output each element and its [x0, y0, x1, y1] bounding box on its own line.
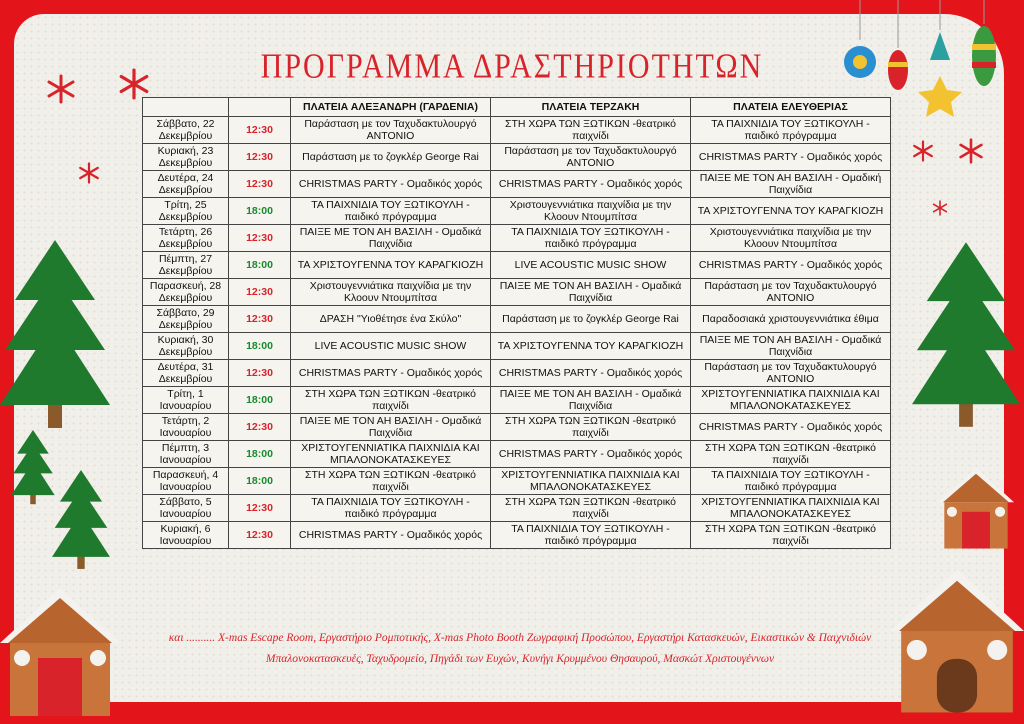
cell-time: 12:30 — [229, 360, 291, 387]
cell-venue-terzaki: ΣΤΗ ΧΩΡΑ ΤΩΝ ΞΩΤΙΚΩΝ -θεατρικό παιχνίδι — [491, 414, 691, 441]
cell-venue-eleftherias: ΤΑ ΠΑΙΧΝΙΔΙΑ ΤΟΥ ΞΩΤΙΚΟΥΛΗ - παιδικό πρόγραμμα — [691, 468, 891, 495]
cell-date: Κυριακή, 23 Δεκεμβρίου — [143, 144, 229, 171]
cell-venue-terzaki: ΣΤΗ ΧΩΡΑ ΤΩΝ ΞΩΤΙΚΩΝ -θεατρικό παιχνίδι — [491, 495, 691, 522]
cell-time: 12:30 — [229, 306, 291, 333]
cell-venue-alexandri: Χριστουγεννιάτικα παιχνίδια με την Κλοουν Ντουμπίτσα — [291, 279, 491, 306]
footer-activities-line2: Μπαλονοκατασκευές, Ταχυδρομείο, Πηγάδι των Ευχών, Κυνήγι Κρυμμένου Θησαυρού, Μασκώτ Χριστουγέννων — [265, 653, 775, 665]
snowflake-icon — [78, 162, 100, 184]
snowflake-icon — [958, 138, 984, 164]
cell-date: Τετάρτη, 2 Ιανουαρίου — [143, 414, 229, 441]
cell-time: 12:30 — [229, 144, 291, 171]
gingerbread-house-icon — [0, 588, 120, 716]
cell-time: 12:30 — [229, 117, 291, 144]
table-row — [143, 225, 891, 252]
cell-venue-eleftherias: CHRISTMAS PARTY - Ομαδικός χορός — [691, 414, 891, 441]
cell-time: 18:00 — [229, 252, 291, 279]
cell-venue-terzaki: ΣΤΗ ΧΩΡΑ ΤΩΝ ΞΩΤΙΚΩΝ -θεατρικό παιχνίδι — [491, 117, 691, 144]
cell-venue-terzaki: ΤΑ ΠΑΙΧΝΙΔΙΑ ΤΟΥ ΞΩΤΙΚΟΥΛΗ - παιδικό πρόγραμμα — [491, 225, 691, 252]
cell-time: 12:30 — [229, 522, 291, 549]
cell-venue-alexandri: ΣΤΗ ΧΩΡΑ ΤΩΝ ΞΩΤΙΚΩΝ -θεατρικό παιχνίδι — [291, 468, 491, 495]
table-row — [143, 387, 891, 414]
cell-venue-eleftherias: ΧΡΙΣΤΟΥΓΕΝΝΙΑΤΙΚΑ ΠΑΙΧΝΙΔΙΑ ΚΑΙ ΜΠΑΛΟΝΟΚΑΤΑΣΚΕΥΕΣ — [691, 495, 891, 522]
cell-venue-eleftherias: ΠΑΙΞΕ ΜΕ ΤΟΝ ΑΗ ΒΑΣΙΛΗ - Ομαδική Παιχνίδια — [691, 171, 891, 198]
table-row — [143, 468, 891, 495]
table-row — [143, 414, 891, 441]
cell-venue-terzaki: Χριστουγεννιάτικα παιχνίδια με την Κλοουν Ντουμπίτσα — [491, 198, 691, 225]
footer-activities-line1: και .......... X-mas Escape Room, Εργαστήριο Ρομποτικής, X-mas Photo Booth Ζωγραφική Προσώπου, Εργαστήρι Κατασκευών, Εικαστικών & Παιχνιδιών — [168, 632, 872, 644]
cell-venue-alexandri: ΠΑΙΞΕ ΜΕ ΤΟΝ ΑΗ ΒΑΣΙΛΗ - Ομαδικά Παιχνίδια — [291, 225, 491, 252]
cell-venue-terzaki: CHRISTMAS PARTY - Ομαδικός χορός — [491, 360, 691, 387]
cell-venue-terzaki: ΤΑ ΠΑΙΧΝΙΔΙΑ ΤΟΥ ΞΩΤΙΚΟΥΛΗ - παιδικό πρόγραμμα — [491, 522, 691, 549]
cell-venue-eleftherias: ΤΑ ΠΑΙΧΝΙΔΙΑ ΤΟΥ ΞΩΤΙΚΟΥΛΗ - παιδικό πρόγραμμα — [691, 117, 891, 144]
cell-venue-terzaki: Παράσταση με τον Ταχυδακτυλουργό ΑΝΤΟΝΙΟ — [491, 144, 691, 171]
header-venue-terzaki: ΠΛΑΤΕΙΑ ΤΕΡΖΑΚΗ — [491, 98, 691, 117]
cell-date: Πέμπτη, 27 Δεκεμβρίου — [143, 252, 229, 279]
cell-venue-terzaki: LIVE ACOUSTIC MUSIC SHOW — [491, 252, 691, 279]
table-row — [143, 144, 891, 171]
christmas-tree-icon — [912, 228, 1020, 443]
cell-time: 12:30 — [229, 171, 291, 198]
table-row — [143, 333, 891, 360]
cell-date: Σάββατο, 22 Δεκεμβρίου — [143, 117, 229, 144]
cell-venue-eleftherias: ΤΑ ΧΡΙΣΤΟΥΓΕΝΝΑ ΤΟΥ ΚΑΡΑΓΚΙΟΖΗ — [691, 198, 891, 225]
snowflake-icon — [932, 200, 948, 216]
christmas-tree-icon — [0, 240, 110, 430]
cell-time: 12:30 — [229, 495, 291, 522]
cell-time: 18:00 — [229, 198, 291, 225]
table-row — [143, 198, 891, 225]
table-row — [143, 522, 891, 549]
cell-venue-alexandri: Παράσταση με το ζογκλέρ George Rai — [291, 144, 491, 171]
cell-venue-terzaki: CHRISTMAS PARTY - Ομαδικός χορός — [491, 171, 691, 198]
cell-venue-alexandri: CHRISTMAS PARTY - Ομαδικός χορός — [291, 171, 491, 198]
cell-venue-terzaki: ΠΑΙΞΕ ΜΕ ΤΟΝ ΑΗ ΒΑΣΙΛΗ - Ομαδικά Παιχνίδια — [491, 387, 691, 414]
cell-time: 18:00 — [229, 468, 291, 495]
cell-venue-eleftherias: Παράσταση με τον Ταχυδακτυλουργό ΑΝΤΟΝΙΟ — [691, 279, 891, 306]
cell-venue-terzaki: ΤΑ ΧΡΙΣΤΟΥΓΕΝΝΑ ΤΟΥ ΚΑΡΑΓΚΙΟΖΗ — [491, 333, 691, 360]
cell-venue-eleftherias: CHRISTMAS PARTY - Ομαδικός χορός — [691, 144, 891, 171]
cell-time: 12:30 — [229, 414, 291, 441]
cell-venue-alexandri: ΤΑ ΠΑΙΧΝΙΔΙΑ ΤΟΥ ΞΩΤΙΚΟΥΛΗ - παιδικό πρόγραμμα — [291, 198, 491, 225]
cell-venue-alexandri: ΤΑ ΠΑΙΧΝΙΔΙΑ ΤΟΥ ΞΩΤΙΚΟΥΛΗ - παιδικό πρόγραμμα — [291, 495, 491, 522]
table-row — [143, 117, 891, 144]
cell-date: Τρίτη, 1 Ιανουαρίου — [143, 387, 229, 414]
cell-venue-eleftherias: ΣΤΗ ΧΩΡΑ ΤΩΝ ΞΩΤΙΚΩΝ -θεατρικό παιχνίδι — [691, 441, 891, 468]
table-row — [143, 252, 891, 279]
cell-time: 12:30 — [229, 225, 291, 252]
table-row — [143, 171, 891, 198]
cell-date: Τετάρτη, 26 Δεκεμβρίου — [143, 225, 229, 252]
cell-venue-terzaki: Παράσταση με το ζογκλέρ George Rai — [491, 306, 691, 333]
cell-venue-alexandri: ΧΡΙΣΤΟΥΓΕΝΝΙΑΤΙΚΑ ΠΑΙΧΝΙΔΙΑ ΚΑΙ ΜΠΑΛΟΝΟΚΑΤΑΣΚΕΥΕΣ — [291, 441, 491, 468]
cell-time: 18:00 — [229, 441, 291, 468]
cell-date: Τρίτη, 25 Δεκεμβρίου — [143, 198, 229, 225]
table-row — [143, 360, 891, 387]
table-header-row — [143, 98, 891, 117]
cell-time: 18:00 — [229, 333, 291, 360]
cell-date: Παρασκευή, 28 Δεκεμβρίου — [143, 279, 229, 306]
schedule-table — [142, 97, 891, 549]
cell-date: Δευτέρα, 24 Δεκεμβρίου — [143, 171, 229, 198]
table-row — [143, 441, 891, 468]
cell-venue-alexandri: ΔΡΑΣΗ "Υιοθέτησε ένα Σκύλο" — [291, 306, 491, 333]
header-time — [229, 98, 291, 117]
cell-time: 18:00 — [229, 387, 291, 414]
cell-venue-eleftherias: ΧΡΙΣΤΟΥΓΕΝΝΙΑΤΙΚΑ ΠΑΙΧΝΙΔΙΑ ΚΑΙ ΜΠΑΛΟΝΟΚΑΤΑΣΚΕΥΕΣ — [691, 387, 891, 414]
cell-date: Δευτέρα, 31 Δεκεμβρίου — [143, 360, 229, 387]
cell-venue-eleftherias: Παραδοσιακά χριστουγεννιάτικα έθιμα — [691, 306, 891, 333]
cell-date: Κυριακή, 6 Ιανουαρίου — [143, 522, 229, 549]
cell-venue-alexandri: CHRISTMAS PARTY - Ομαδικός χορός — [291, 360, 491, 387]
cell-venue-eleftherias: Χριστουγεννιάτικα παιχνίδια με την Κλοουν Ντουμπίτσα — [691, 225, 891, 252]
cell-venue-alexandri: ΠΑΙΞΕ ΜΕ ΤΟΝ ΑΗ ΒΑΣΙΛΗ - Ομαδικά Παιχνίδια — [291, 414, 491, 441]
gingerbread-house-icon — [938, 466, 1014, 550]
cell-venue-alexandri: CHRISTMAS PARTY - Ομαδικός χορός — [291, 522, 491, 549]
snowflake-icon — [912, 140, 934, 162]
page-title: ΠΡΟΓΡΑΜΜΑ ΔΡΑΣΤΗΡΙΟΤΗΤΩΝ — [260, 47, 764, 86]
table-row — [143, 279, 891, 306]
cell-venue-eleftherias: ΠΑΙΞΕ ΜΕ ΤΟΝ ΑΗ ΒΑΣΙΛΗ - Ομαδικά Παιχνίδια — [691, 333, 891, 360]
cell-date: Παρασκευή, 4 Ιανουαρίου — [143, 468, 229, 495]
cell-date: Πέμπτη, 3 Ιανουαρίου — [143, 441, 229, 468]
cell-date: Κυριακή, 30 Δεκεμβρίου — [143, 333, 229, 360]
header-venue-alexandri: ΠΛΑΤΕΙΑ ΑΛΕΞΑΝΔΡΗ (ΓΑΡΔΕΝΙΑ) — [291, 98, 491, 117]
table-row — [143, 495, 891, 522]
cell-date: Σάββατο, 29 Δεκεμβρίου — [143, 306, 229, 333]
cell-venue-alexandri: LIVE ACOUSTIC MUSIC SHOW — [291, 333, 491, 360]
cell-venue-terzaki: ΠΑΙΞΕ ΜΕ ΤΟΝ ΑΗ ΒΑΣΙΛΗ - Ομαδικά Παιχνίδια — [491, 279, 691, 306]
header-venue-eleftherias: ΠΛΑΤΕΙΑ ΕΛΕΥΘΕΡΙΑΣ — [691, 98, 891, 117]
cell-venue-terzaki: CHRISTMAS PARTY - Ομαδικός χορός — [491, 441, 691, 468]
christmas-tree-icon — [48, 470, 114, 570]
cell-venue-alexandri: ΤΑ ΧΡΙΣΤΟΥΓΕΝΝΑ ΤΟΥ ΚΑΡΑΓΚΙΟΖΗ — [291, 252, 491, 279]
cell-time: 12:30 — [229, 279, 291, 306]
cell-venue-terzaki: ΧΡΙΣΤΟΥΓΕΝΝΙΑΤΙΚΑ ΠΑΙΧΝΙΔΙΑ ΚΑΙ ΜΠΑΛΟΝΟΚΑΤΑΣΚΕΥΕΣ — [491, 468, 691, 495]
cell-date: Σάββατο, 5 Ιανουαρίου — [143, 495, 229, 522]
cell-venue-eleftherias: CHRISTMAS PARTY - Ομαδικός χορός — [691, 252, 891, 279]
cell-venue-alexandri: ΣΤΗ ΧΩΡΑ ΤΩΝ ΞΩΤΙΚΩΝ -θεατρικό παιχνίδι — [291, 387, 491, 414]
header-date — [143, 98, 229, 117]
cell-venue-eleftherias: ΣΤΗ ΧΩΡΑ ΤΩΝ ΞΩΤΙΚΩΝ -θεατρικό παιχνίδι — [691, 522, 891, 549]
cell-venue-eleftherias: Παράσταση με τον Ταχυδακτυλουργό ΑΝΤΟΝΙΟ — [691, 360, 891, 387]
table-row — [143, 306, 891, 333]
cell-venue-alexandri: Παράσταση με τον Ταχυδακτυλουργό ΑΝΤΟΝΙΟ — [291, 117, 491, 144]
